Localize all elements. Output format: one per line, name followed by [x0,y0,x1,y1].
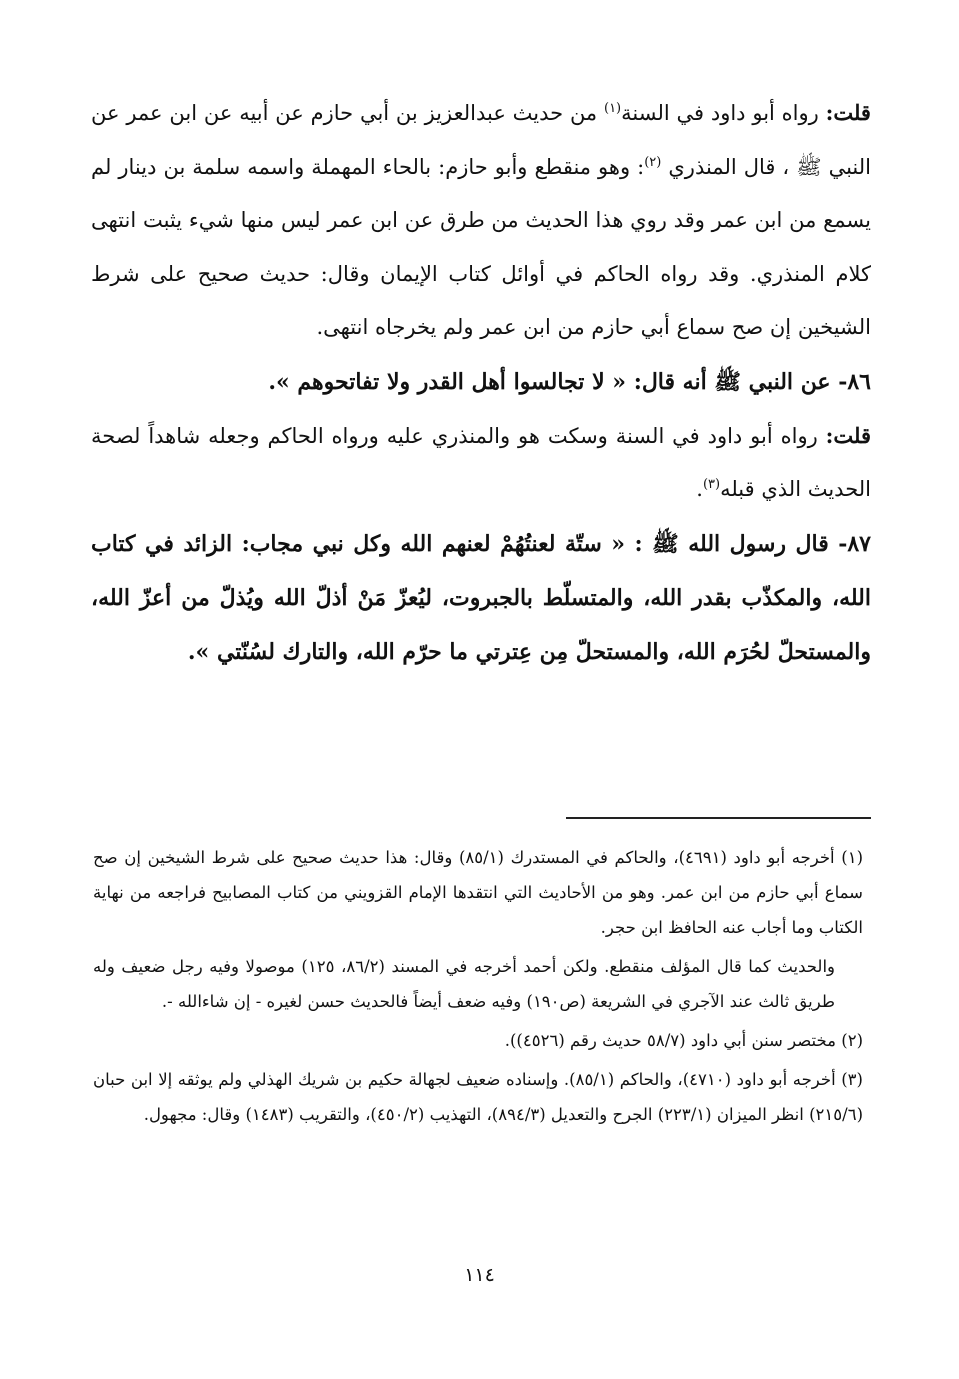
footnote-1: (١) أخرجه أبو داود (٤٦٩١)، والحاكم في المستدرك (٨٥/١) وقال: هذا حديث صحيح على شرط الشيخين إن صح سماع أبي حازم من ابن عمر. وهو من الأحاديث التي انتقدها الإمام القزويني من كتاب المصابيح فراجعه من نهاية الكتاب وما أجاب عنه الحافظ ابن حجر. [93,848,863,937]
main-text [91,86,871,679]
footnote-ref-3[interactable]: (٣) [702,477,721,492]
paragraph-text: رواه أبو داود في السنة وسكت هو والمنذري عليه ورواه الحاكم وجعله شاهداً لصحة الحديث الذي قبله [91,423,871,501]
footnotes-section [93,840,863,1132]
paragraph-text: : وهو منقطع وأبو حازم: بالحاء المهملة واسمه سلمة بن دينار لم يسمع من ابن عمر وقد روي هذا الحديث من طرق عن ابن عمر ليس منها شيء يثبت انتهى كلام المنذري. وقد رواه الحاكم في أوائل كتاب الإيمان وقال: حديث صحيح على شرط الشيخين إن صح سماع أبي حازم من ابن عمر ولم يخرجاه انتهى. [91,154,871,339]
hadith-87: ٨٧- قال رسول الله ﷺ : « ستّة لعنتُهُمْ لعنهم الله وكل نبي مجاب: الزائد في كتاب الله، والمكذّب بقدر الله، والمتسلّط بالجبروت، ليُعزّ مَنْ أذلّ الله ويُذلّ من أعزّ الله، والمستحلّ لحُرَم الله، والمستحلّ مِن عِترتي ما حرّم الله، والتارك لسُنّتي ». [91,530,871,665]
hadith-86: ٨٦- عن النبي ﷺ أنه قال: « لا تجالسوا أهل القدر ولا تفاتحوهم ». [268,368,871,395]
page-number: ١١٤ [464,1264,495,1286]
qultu-label: قلت: [825,100,871,125]
paragraph-commentary-85 [91,86,871,355]
footnote-separator [566,817,871,819]
footnote-2: (٢) مختصر سنن أبي داود (٥٨/٧ حديث رقم (٤٥٢٦)). [504,1031,863,1050]
paragraph-commentary-86 [91,409,871,517]
paragraph-text: من حديث عبدالعزيز بن أبي حازم عن أبيه عن ابن عمر عن النبي ﷺ ، قال المنذري [91,101,871,179]
footnote-ref-1[interactable]: (١) [603,101,622,116]
footnote-3: (٣) أخرجه أبو داود (٤٧١٠)، والحاكم (٨٥/١). وإسناده ضعيف لجهالة حكيم بن شريك الهذلي ولم يوثقه إلا ابن حبان (٢١٥/٦) انظر الميزان (٢٢٣/١) الجرح والتعديل (٨٩٤/٣)، التهذيب (٤٥٠/٢)، والتقريب (١٤٨٣) وقال: مجهول. [93,1070,863,1124]
paragraph-text: . [696,477,703,501]
qultu-label: قلت: [825,422,871,448]
footnote-1-continued: والحديث كما قال المؤلف منقطع. ولكن أحمد أخرجه في المسند (٨٦/٢، ١٢٥) موصولا وفيه رجل ضعيف وله طريق ثالث عند الآجري في الشريعة (ص١٩٠) وفيه ضعف أيضاً فالحديث حسن لغيره - إن شاءالله -. [93,957,835,1011]
footnote-ref-2[interactable]: (٢) [644,154,662,170]
paragraph-text: رواه أبو داود في السنة [621,101,826,125]
